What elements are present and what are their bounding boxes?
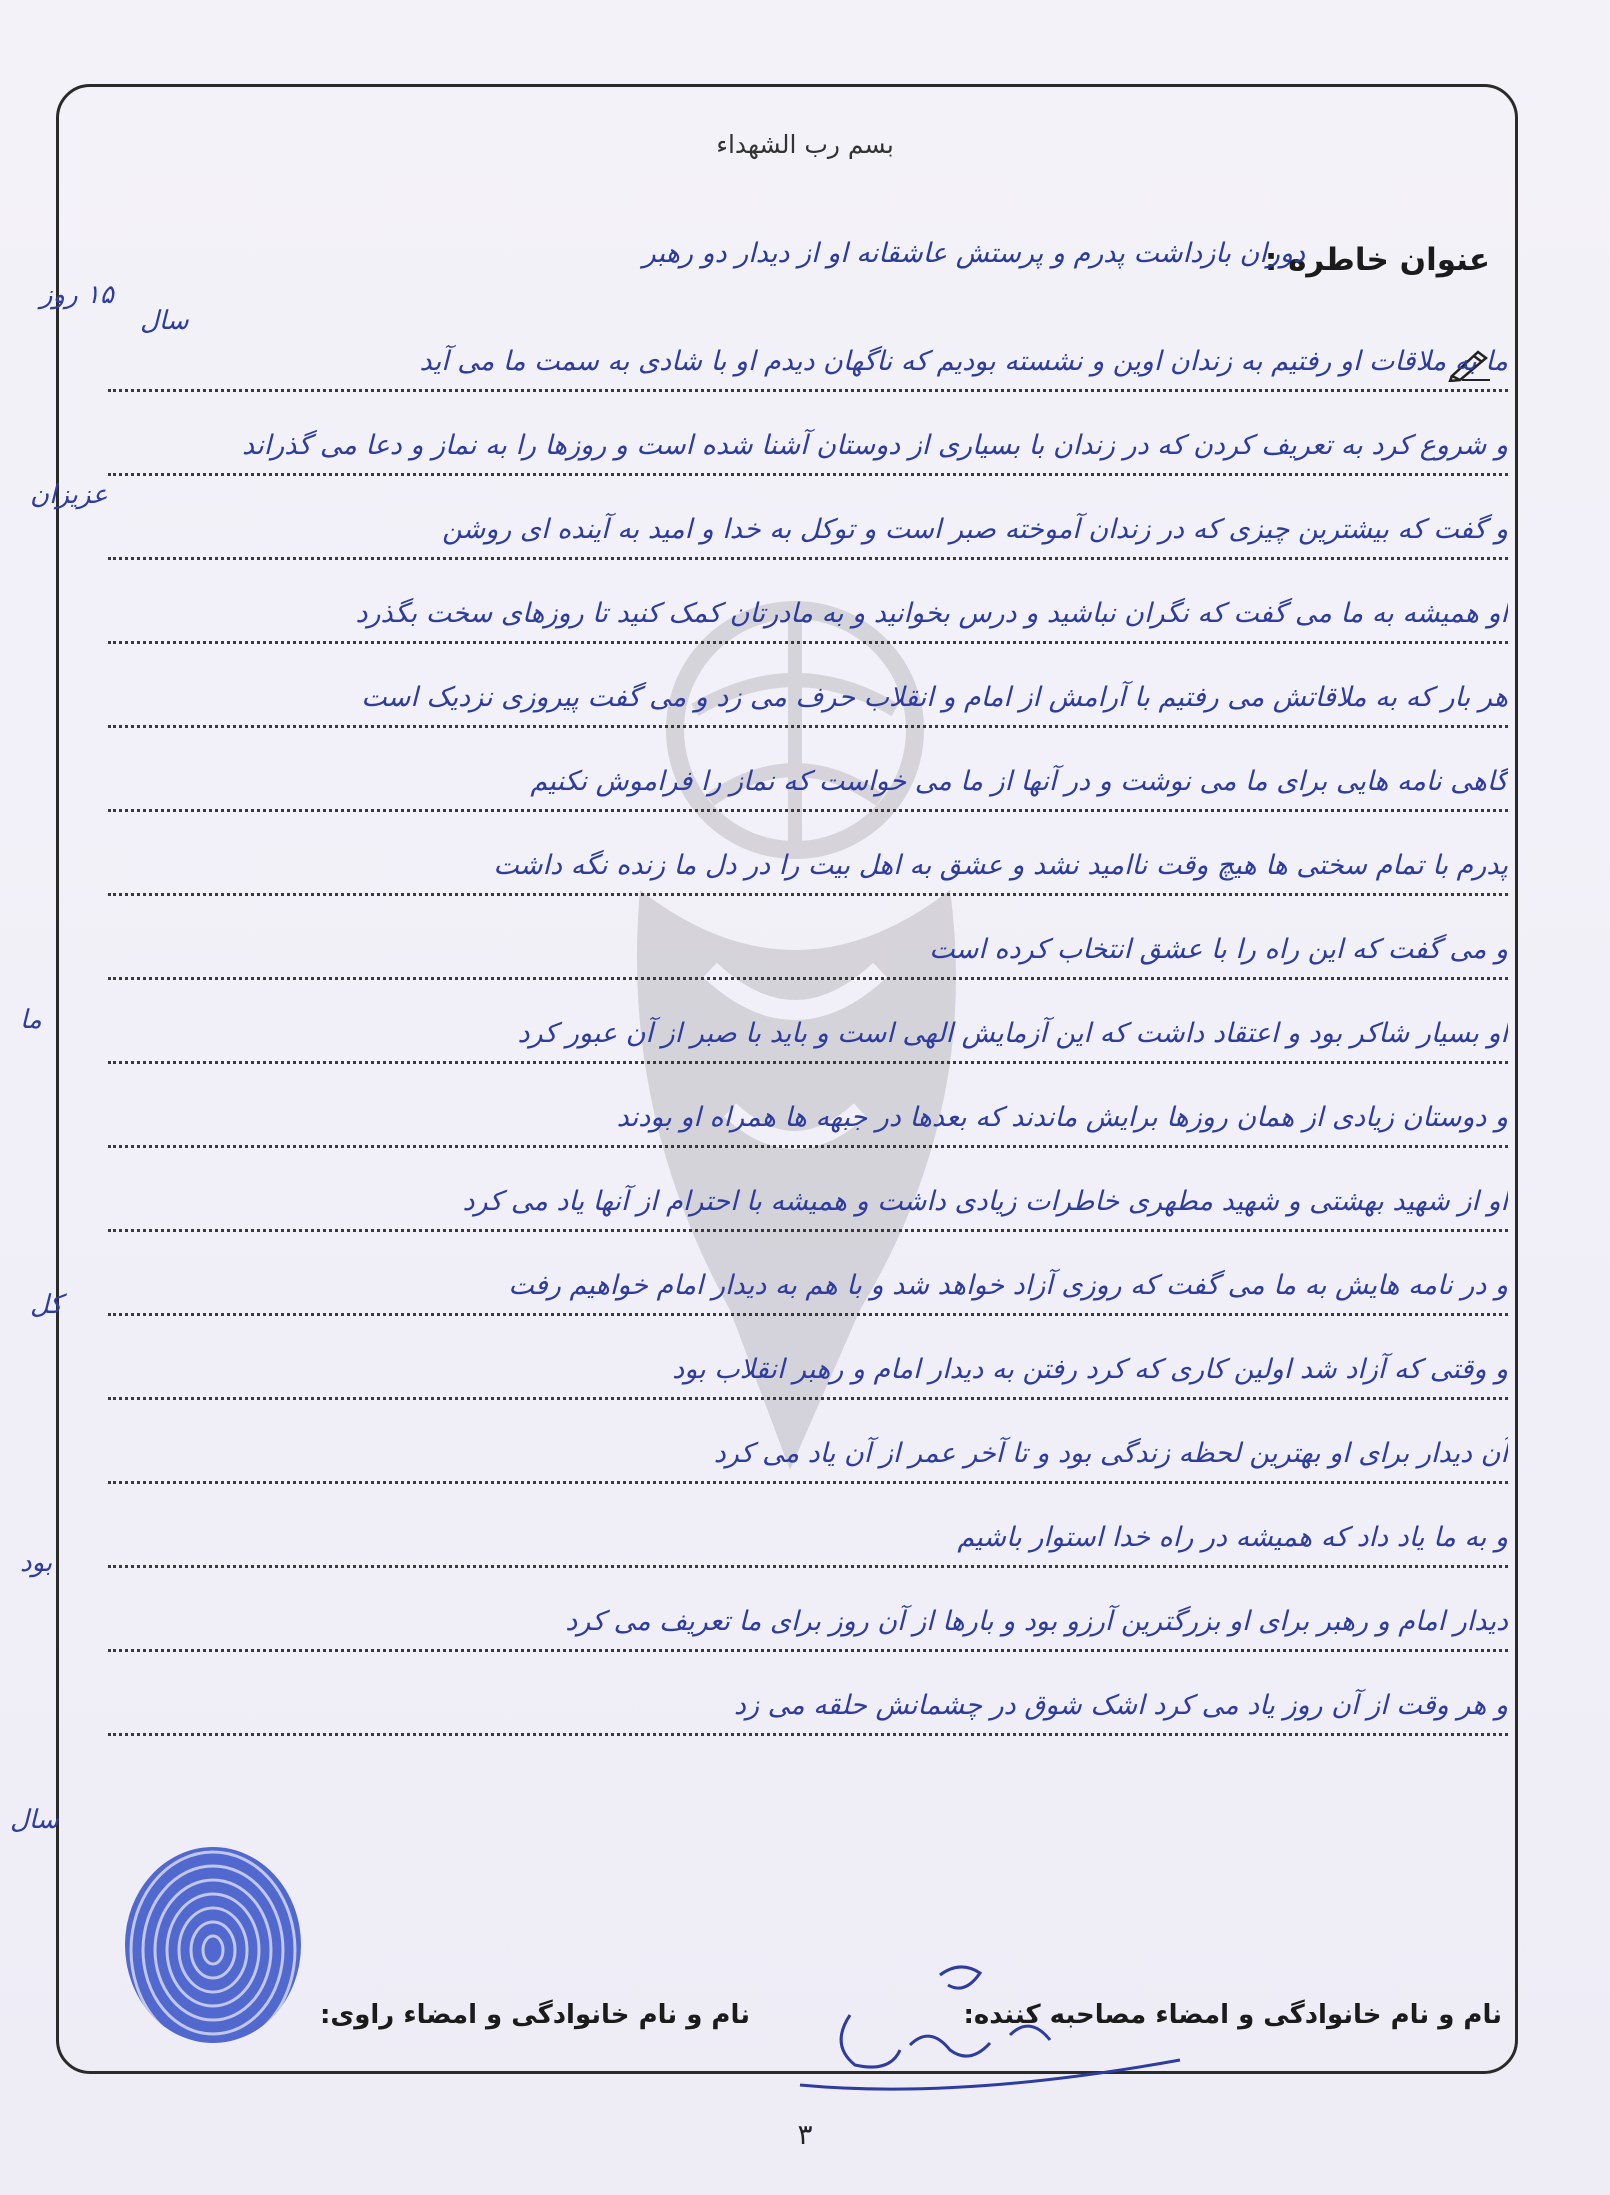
body-line <box>108 666 1508 728</box>
margin-note: عزیزان <box>30 480 108 510</box>
body-line <box>108 750 1508 812</box>
body-line <box>108 918 1508 980</box>
page-number: ۳ <box>797 2118 813 2151</box>
handwritten-text: ما به ملاقات او رفتیم به زندان اوین و نشسته بودیم که ناگهان دیدم او با شادی به سمت ما می آید <box>419 346 1508 377</box>
handwritten-text: هر بار که به ملاقاتش می رفتیم با آرامش از امام و انقلاب حرف می زد و می گفت پیروزی نزدیک است <box>361 682 1508 713</box>
margin-note: ۱۵ روز <box>40 280 114 310</box>
handwritten-text: آن دیدار برای او بهترین لحظه زندگی بود و تا آخر عمر از آن یاد می کرد <box>713 1438 1508 1469</box>
handwritten-text: او همیشه به ما می گفت که نگران نباشید و درس بخوانید و به مادرتان کمک کنید تا روزهای سخت بگذرد <box>355 598 1508 629</box>
handwritten-text: پدرم با تمام سختی ها هیچ وقت ناامید نشد و عشق به اهل بیت را در دل ما زنده نگه داشت <box>493 850 1508 881</box>
body-line <box>108 1170 1508 1232</box>
handwritten-text: گاهی نامه هایی برای ما می نوشت و در آنها از ما می خواست که نماز را فراموش نکنیم <box>530 766 1508 797</box>
body-line <box>108 1590 1508 1652</box>
narrator-signature-label: نام و نام خانوادگی و امضاء راوی: <box>320 2000 750 2030</box>
body-line <box>108 1002 1508 1064</box>
body-line <box>108 1086 1508 1148</box>
body-line <box>108 1338 1508 1400</box>
handwritten-text: و گفت که بیشترین چیزی که در زندان آموخته صبر است و توکل به خدا و امید به آینده ای روشن <box>442 514 1508 545</box>
margin-note: سال <box>140 306 189 336</box>
header-basmala: بسم رب الشهداء <box>716 130 894 159</box>
signature <box>760 1955 1200 2095</box>
interviewer-signature-label: نام و نام خانوادگی و امضاء مصاحبه کننده: <box>963 2000 1502 2030</box>
body-line <box>108 1506 1508 1568</box>
handwritten-text: و هر وقت از آن روز یاد می کرد اشک شوق در چشمانش حلقه می زد <box>733 1690 1508 1721</box>
handwritten-text: و شروع کرد به تعریف کردن که در زندان با بسیاری از دوستان آشنا شده است و روزها را به نماز و دعا می گذراند <box>242 430 1508 461</box>
margin-note: سال <box>10 1805 59 1835</box>
body-line <box>108 414 1508 476</box>
body-line <box>108 330 1508 392</box>
handwritten-text: دیدار امام و رهبر برای او بزرگترین آرزو بود و بارها از آن روز برای ما تعریف می کرد <box>565 1606 1508 1637</box>
handwritten-text: و می گفت که این راه را با عشق انتخاب کرده است <box>929 934 1508 965</box>
body-line <box>108 582 1508 644</box>
handwritten-text: او بسیار شاکر بود و اعتقاد داشت که این آزمایش الهی است و باید با صبر از آن عبور کرد <box>517 1018 1508 1049</box>
margin-note: کل <box>30 1290 63 1320</box>
body-line <box>108 498 1508 560</box>
handwritten-text: او از شهید بهشتی و شهید مطهری خاطرات زیادی داشت و همیشه با احترام از آنها یاد می کرد <box>462 1186 1508 1217</box>
memory-title-handwritten: دوران بازداشت پدرم و پرستش عاشقانه او از دیدار دو رهبر <box>642 238 1305 269</box>
handwritten-text: و در نامه هایش به ما می گفت که روزی آزاد خواهد شد و با هم به دیدار امام خواهیم رفت <box>508 1270 1508 1301</box>
handwritten-text: و دوستان زیادی از همان روزها برایش ماندند که بعدها در جبهه ها همراه او بودند <box>616 1102 1508 1133</box>
body-line <box>108 1674 1508 1736</box>
body-line <box>108 1422 1508 1484</box>
handwritten-text: و وقتی که آزاد شد اولین کاری که کرد رفتن به دیدار امام و رهبر انقلاب بود <box>672 1354 1508 1385</box>
fingerprint-stamp <box>118 1840 308 2050</box>
margin-note: بود <box>20 1548 53 1578</box>
memory-title-label: عنوان خاطره : <box>1264 242 1490 278</box>
margin-note: ما <box>20 1005 42 1035</box>
body-line <box>108 834 1508 896</box>
handwritten-text: و به ما یاد داد که همیشه در راه خدا استوار باشیم <box>957 1522 1508 1553</box>
body-line <box>108 1254 1508 1316</box>
